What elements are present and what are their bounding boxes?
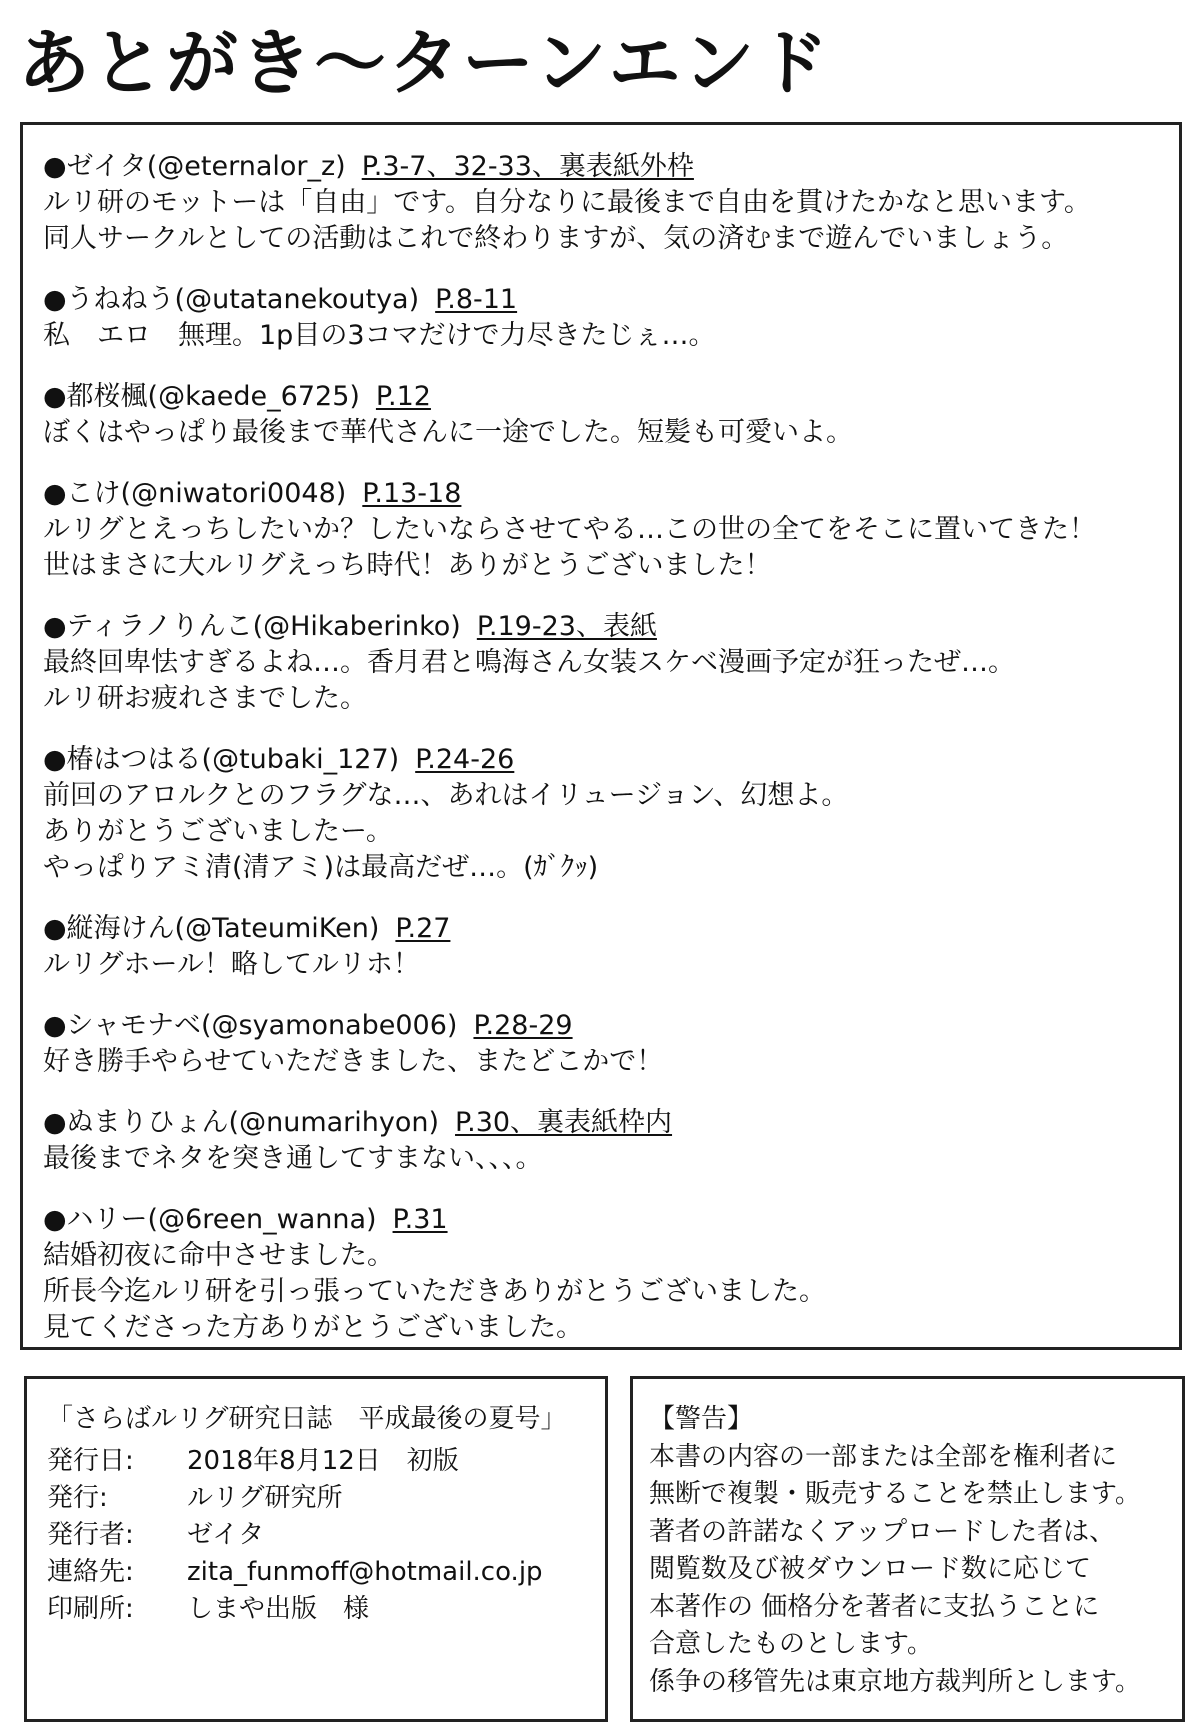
comment-line: ルリグホール！略してルリホ！: [43, 949, 420, 980]
comment-line: 所長今迄ルリ研を引っ張っていただきありがとうございました。: [43, 1276, 826, 1307]
comment-line: ルリ研お疲れさまでした。: [43, 683, 367, 714]
page-range: P.8-11: [435, 284, 518, 315]
page-range: P.24-26: [415, 744, 515, 775]
warning-line: 無断で複製・販売することを禁止します。: [649, 1479, 1141, 1509]
author-name: ●ゼイタ(@eternalor_z): [43, 151, 346, 182]
afterword-entry: [43, 379, 1163, 451]
afterword-entry: [43, 476, 1163, 584]
page-title: あとがき〜ターンエンド: [18, 21, 831, 105]
entry-header: [43, 149, 1163, 185]
entry-header: [43, 379, 1163, 415]
colophon-value: しまや出版 様: [187, 1594, 370, 1624]
comment-line: 世はまさに大ルリグえっち時代！ありがとうございました！: [43, 550, 772, 581]
author-name: ●シャモナベ(@syamonabe006): [43, 1010, 458, 1041]
afterword-box: [20, 122, 1182, 1350]
book-title: 「さらばルリグ研究日誌 平成最後の夏号」: [47, 1404, 567, 1434]
colophon-row-date: [47, 1443, 585, 1480]
author-name: ●ティラノりんこ(@Hikaberinko): [43, 611, 461, 642]
colophon-row-issuer: [47, 1517, 585, 1554]
colophon-value: 2018年8月12日 初版: [187, 1446, 459, 1476]
entry-header: [43, 1202, 1163, 1238]
page-range: P.3-7、32-33、裏表紙外枠: [361, 151, 694, 182]
colophon-row-publisher: [47, 1480, 585, 1517]
author-name: ●縦海けん(@TateumiKen): [43, 913, 380, 944]
warning-line: 著者の許諾なくアップロードした者は、: [649, 1516, 1116, 1547]
afterword-entry: [43, 282, 1163, 354]
warning-line: 本書の内容の一部または全部を権利者に: [649, 1441, 1118, 1472]
entry-header: [43, 911, 1163, 947]
colophon-key: 印刷所:: [47, 1594, 134, 1624]
afterword-entry: [43, 742, 1163, 886]
colophon-key: 連絡先:: [47, 1557, 134, 1587]
entry-header: [43, 609, 1163, 645]
page-range: P.28-29: [473, 1010, 573, 1041]
colophon-key: 発行者:: [47, 1520, 134, 1550]
comment-line: 同人サークルとしての活動はこれで終わりますが、気の済むまで遊んでいましょう。: [43, 223, 1069, 254]
warning-line: 合意したものとします。: [649, 1629, 933, 1659]
author-name: ●うねねう(@utatanekoutya): [43, 284, 420, 315]
warning-box: [630, 1376, 1185, 1722]
entry-header: [43, 282, 1163, 318]
page-range: P.31: [392, 1204, 448, 1235]
comment-line: ありがとうございましたー。: [43, 816, 393, 847]
author-name: ●こけ(@niwatori0048): [43, 478, 347, 509]
comment-line: 結婚初夜に命中させました。: [43, 1240, 394, 1271]
comment-line: 最終回卑怯すぎるよね…。香月君と鳴海さん女装スケベ漫画予定が狂ったぜ…。: [43, 647, 1015, 678]
author-name: ●都桜楓(@kaede_6725): [43, 381, 360, 412]
colophon-row-contact: [47, 1554, 585, 1591]
colophon-value: zita_funmoff@hotmail.co.jp: [187, 1557, 543, 1587]
author-name: ●椿はつはる(@tubaki_127): [43, 744, 400, 775]
comment-line: 前回のアロルクとのフラグな…、あれはイリュージョン、幻想よ。: [43, 780, 849, 811]
colophon-row-printer: [47, 1591, 585, 1628]
colophon-value: ゼイタ: [187, 1520, 265, 1550]
warning-heading: 【警告】: [649, 1404, 754, 1434]
page-range: P.13-18: [362, 478, 462, 509]
page-range: P.19-23、表紙: [476, 611, 657, 642]
warning-line: 本著作の 価格分を著者に支払うことに: [649, 1591, 1100, 1622]
comment-line: 最後までネタを突き通してすまない、、、。: [43, 1143, 543, 1174]
comment-line: 私 エロ 無理。1p目の3コマだけで力尽きたじぇ…。: [43, 320, 716, 351]
author-name: ●ハリー(@6reen_wanna): [43, 1204, 377, 1235]
entry-header: [43, 742, 1163, 778]
page-range: P.30、裏表紙枠内: [455, 1107, 673, 1138]
entry-header: [43, 1008, 1163, 1044]
warning-line: 係争の移管先は東京地方裁判所とします。: [649, 1666, 1141, 1697]
colophon-key: 発行:: [47, 1483, 108, 1513]
afterword-entry: [43, 1105, 1163, 1177]
entry-header: [43, 476, 1163, 512]
afterword-entry: [43, 1202, 1163, 1346]
page-range: P.12: [375, 381, 431, 412]
afterword-entry: [43, 609, 1163, 717]
page-range: P.27: [395, 913, 451, 944]
comment-line: ルリ研のモットーは「自由」です。自分なりに最後まで自由を貫けたかなと思います。: [43, 187, 1091, 218]
author-name: ●ぬまりひょん(@numarihyon): [43, 1107, 440, 1138]
comment-line: ルリグとえっちしたいか？したいならさせてやる…この世の全てをそこに置いてきた！: [43, 514, 1096, 545]
comment-line: やっぱりアミ清(清アミ)は最高だぜ…。(ｶﾞｸｯ): [43, 852, 599, 883]
afterword-entry: [43, 149, 1163, 257]
afterword-entry: [43, 911, 1163, 983]
afterword-entry: [43, 1008, 1163, 1080]
entry-header: [43, 1105, 1163, 1141]
afterword-entries: [43, 149, 1163, 1371]
colophon-box: [24, 1376, 608, 1722]
warning-line: 閲覧数及び被ダウンロード数に応じて: [649, 1554, 1092, 1584]
comment-line: ぼくはやっぱり最後まで華代さんに一途でした。短髪も可愛いよ。: [43, 417, 853, 448]
comment-line: 見てくださった方ありがとうございました。: [43, 1312, 583, 1343]
colophon-key: 発行日:: [47, 1446, 134, 1476]
colophon-value: ルリグ研究所: [187, 1483, 343, 1513]
comment-line: 好き勝手やらせていただきました、またどこかで！: [43, 1046, 664, 1077]
